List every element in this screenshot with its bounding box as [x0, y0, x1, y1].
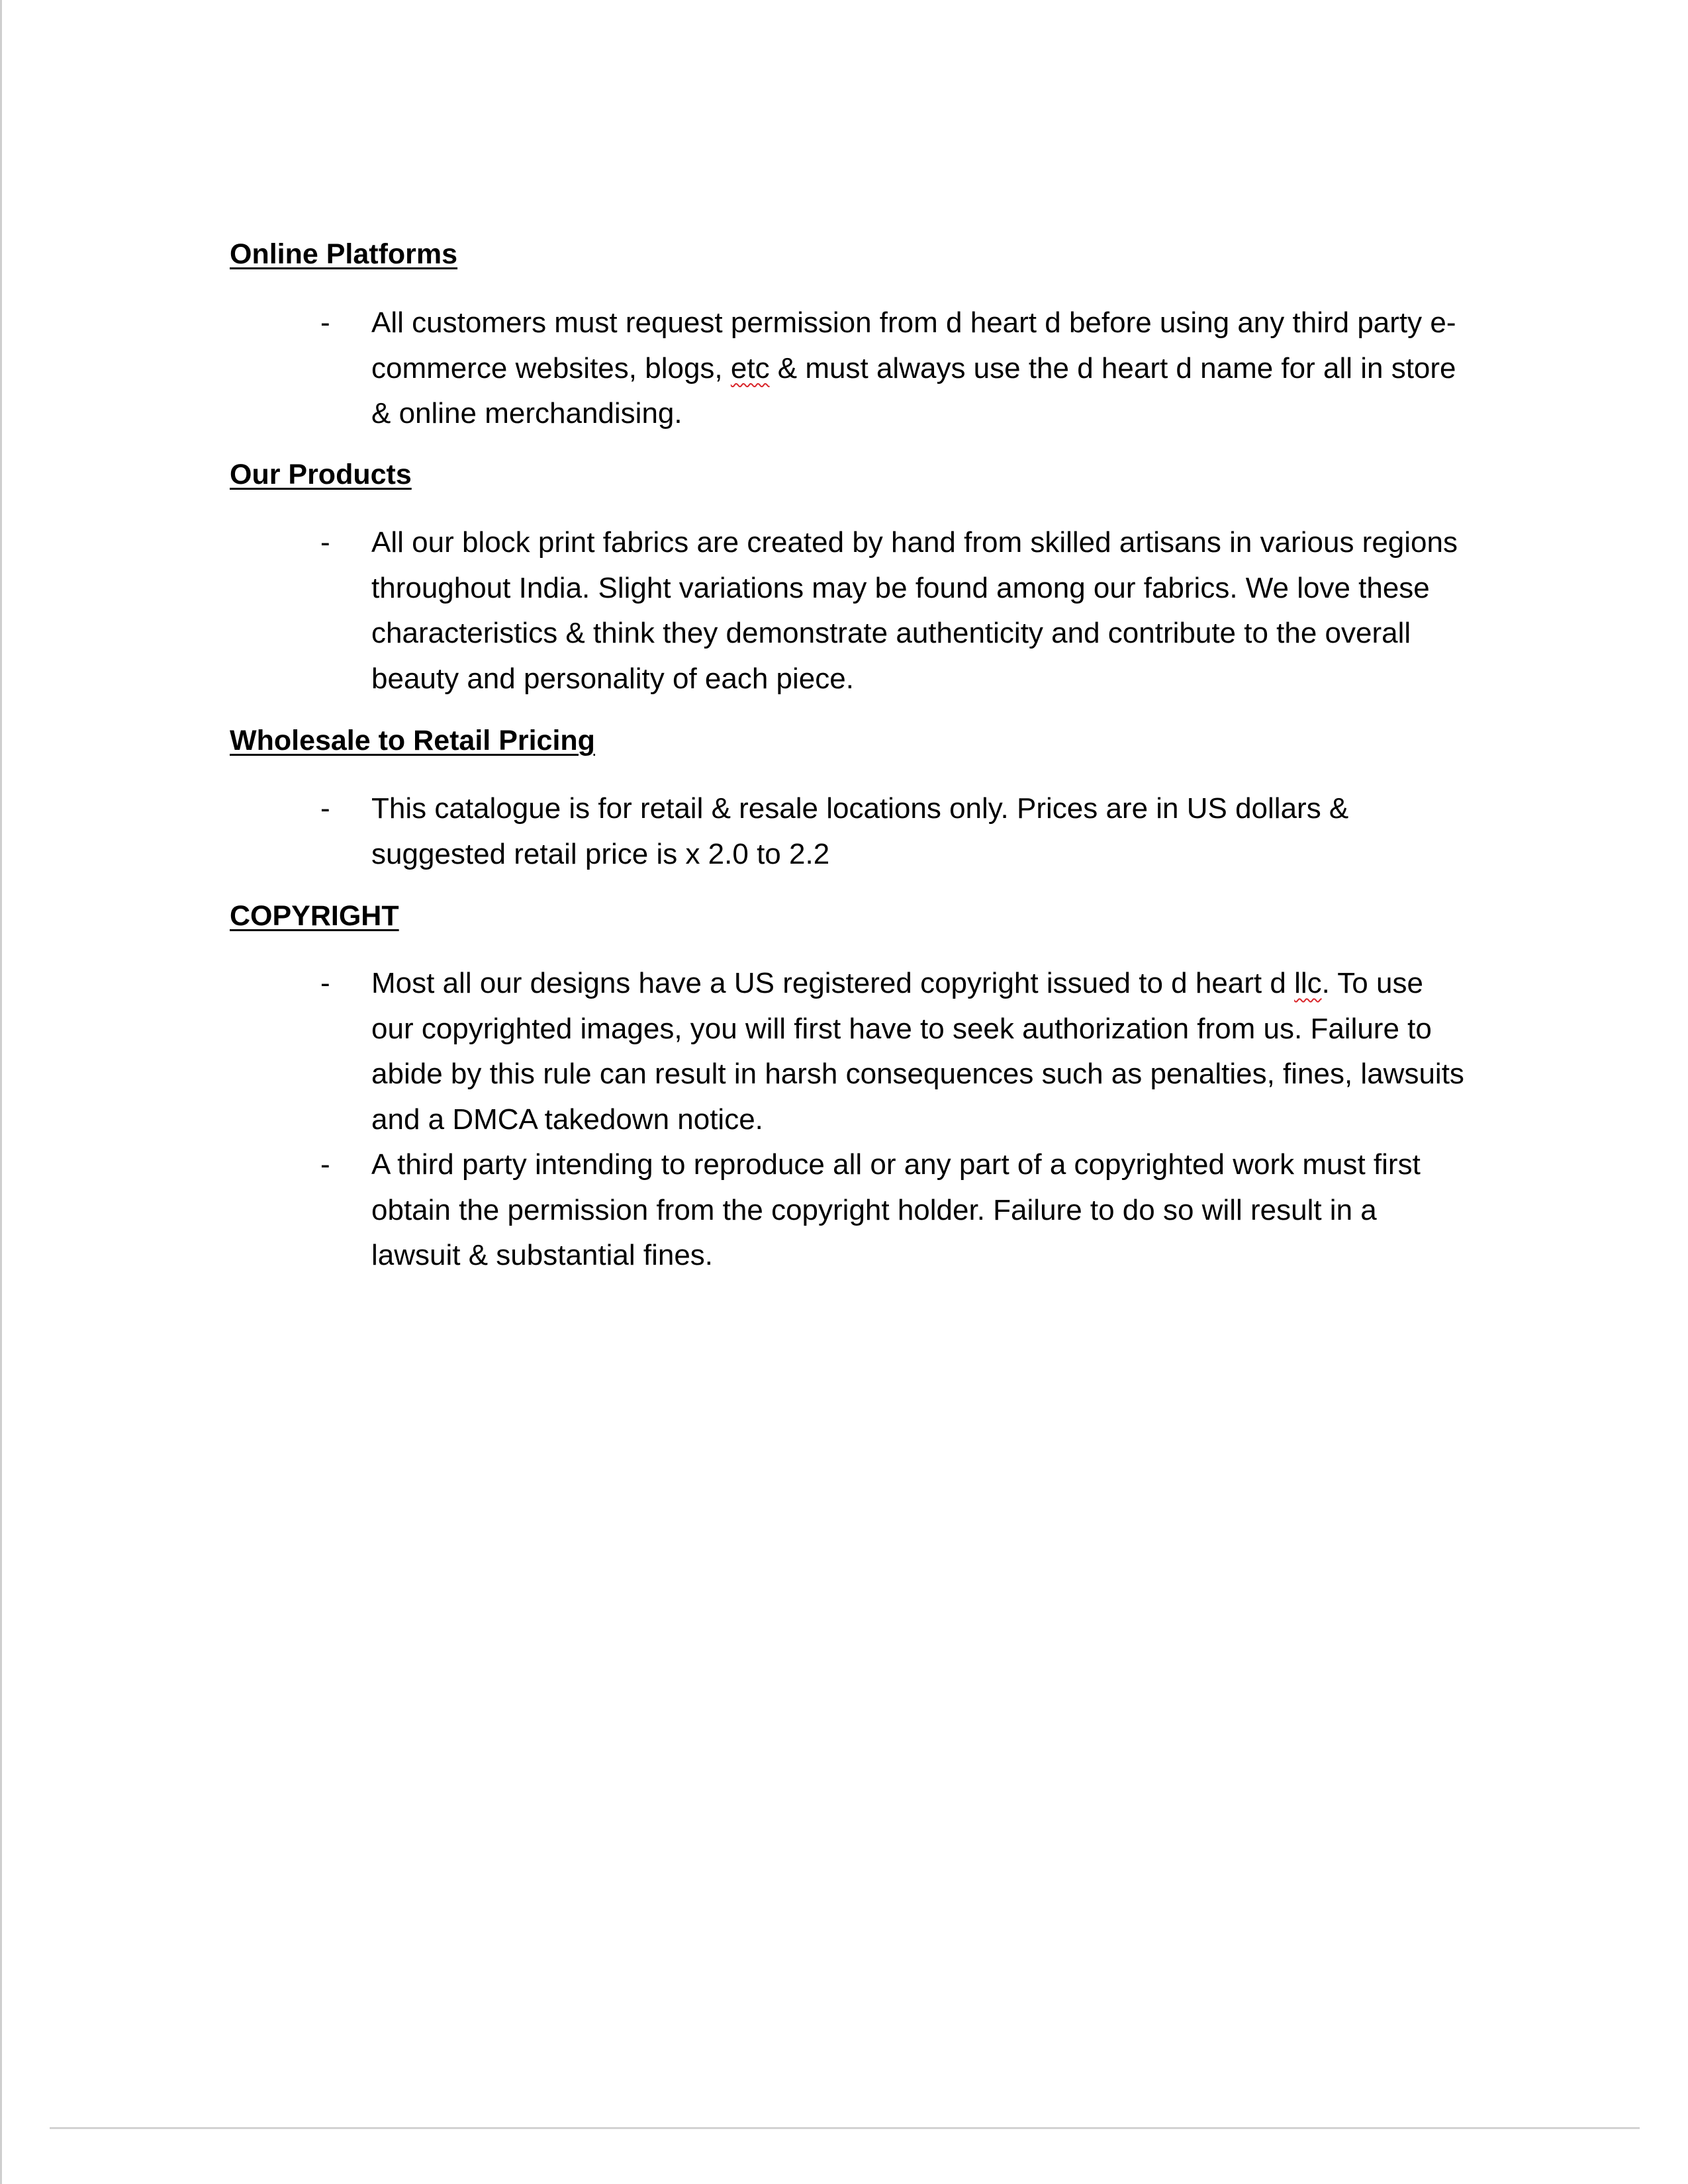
bullet-text: A third party intending to reproduce all or any part of a copyrighted work must first obtain the permission from the copyright holder. Failure to do so will result in a lawsuit & substantial fines. [371, 1148, 1421, 1271]
bullet-text: This catalogue is for retail & resale locations only. Prices are in US dollars & suggested retail price is x 2.0 to 2.2 [371, 792, 1349, 870]
bullet-dash: - [320, 526, 330, 559]
spellcheck-flagged-word[interactable]: etc [730, 351, 770, 385]
bullet-text: All our block print fabrics are created by hand from skilled artisans in various regions throughout India. Slight variations may be found among our fabrics. We love these characteristics & think they demonstrate authenticity and contribute to the overall beauty and personality of each piece. [371, 526, 1458, 695]
list-item-online-platforms-1 [320, 300, 1472, 437]
bullet-dash: - [320, 306, 330, 339]
bullet-text-part: Most all our designs have a US registered copyright issued to d heart d [371, 967, 1295, 999]
bullet-dash: - [320, 1148, 330, 1181]
spellcheck-flagged-word[interactable]: llc [1294, 967, 1322, 999]
list-item-copyright-2 [320, 1142, 1472, 1279]
heading-wholesale-pricing: Wholesale to Retail Pricing [230, 725, 595, 756]
bullet-text-part: & must always use the d heart d name for all in store & online merchandising. [371, 351, 1456, 430]
list-item-our-products-1 [320, 520, 1472, 702]
footer-divider [50, 2127, 1640, 2129]
bullet-text-part: All customers must request permission from d heart d before using any third party e-commerce websites, blogs, [371, 306, 1456, 385]
bullet-text-part: . To use our copyrighted images, you will first have to seek authorization from us. Failure to abide by this rule can result in harsh consequences such as penalties, fines, lawsuits and a DMCA takedown notice. [371, 967, 1464, 1136]
heading-online-platforms: Online Platforms [230, 238, 458, 270]
heading-copyright: COPYRIGHT [230, 900, 399, 932]
bullet-dash: - [320, 792, 330, 825]
bullet-dash: - [320, 967, 330, 999]
heading-our-products: Our Products [230, 459, 412, 490]
bullet-text [371, 300, 1472, 437]
list-item-copyright-1 [320, 961, 1472, 1142]
list-item-wholesale-pricing-1 [320, 786, 1472, 877]
bullet-text [371, 961, 1472, 1142]
